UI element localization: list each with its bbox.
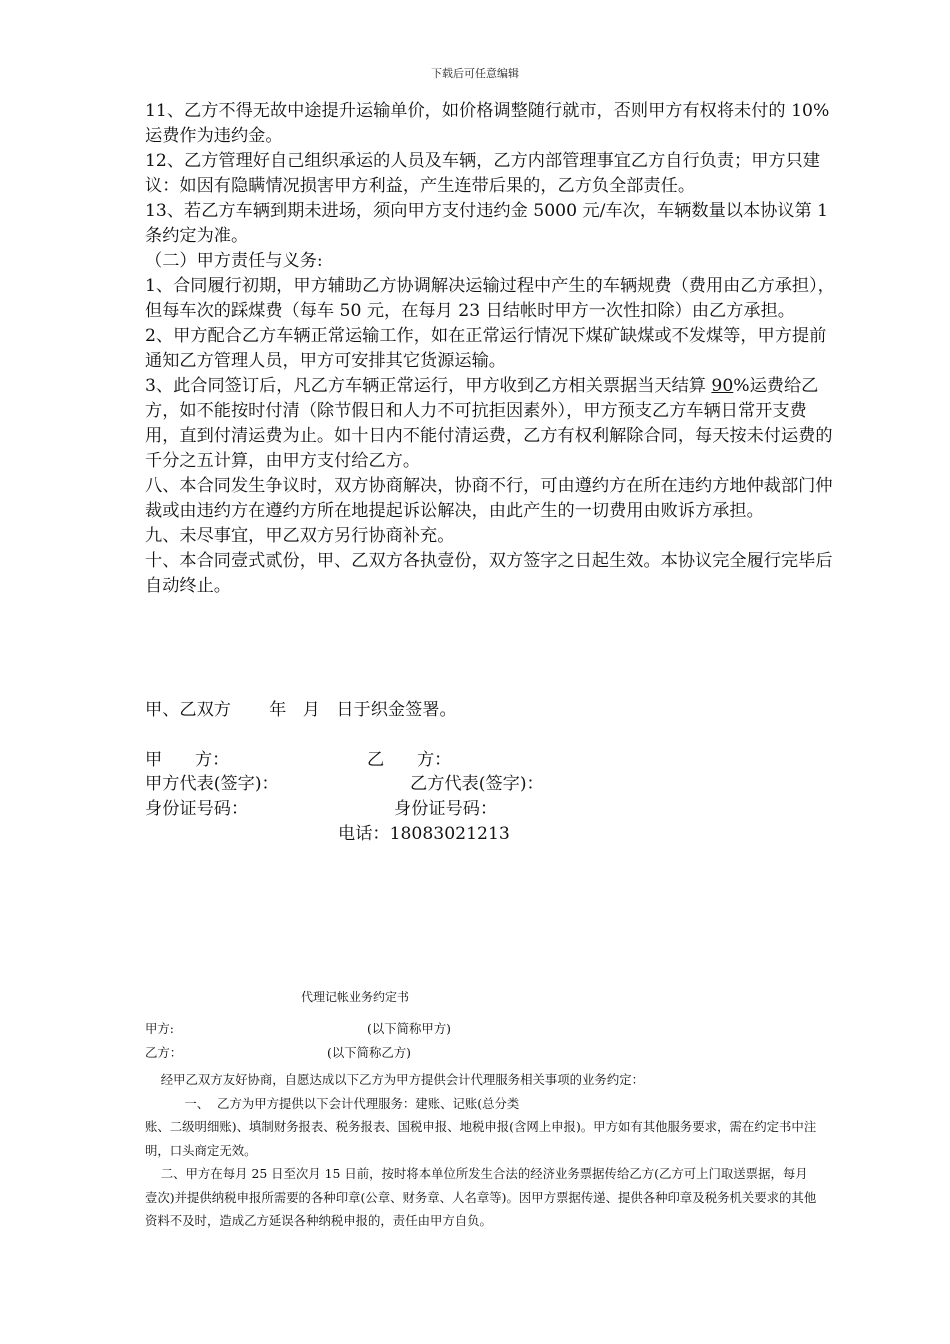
- article-8: 八、本合同发生争议时，双方协商解决，协商不行，可由遵约方在所在违约方地仲裁部门仲裁或由违约方在遵约方所在地提起诉讼解决，由此产生的一切费用由败诉方承担。: [145, 476, 833, 521]
- agreement-clause-1-continued: 账、二级明细账)、填制财务报表、税务报表、国税申报、地税申报(含网上申报)。甲方如有其他服务要求，需在约定书中注明，口头商定无效。: [145, 1119, 817, 1158]
- article-9: 九、未尽事宜，甲乙双方另行协商补充。: [145, 526, 455, 546]
- duty-3-text-end: %运费给乙方，如不能按时付清（除节假日和人力不可抗拒因素外），甲方预支乙方车辆日常开支费用，直到付清运费为止。如十日内不能付清运费，乙方有权利解除合同，每天按未付运费的千分之五计算，由甲方支付给乙方。: [145, 376, 833, 471]
- agreement-party-b-line: [145, 1041, 820, 1065]
- agreement-party-a-line: [145, 1017, 820, 1041]
- agreement-title: 代理记帐业务约定书: [300, 990, 409, 1004]
- duty-2: 2、甲方配合乙方车辆正常运输工作，如在正常运行情况下煤矿缺煤或不发煤等，甲方提前通知乙方管理人员，甲方可安排其它货源运输。: [145, 326, 827, 371]
- clause-11: 11、乙方不得无故中途提升运输单价，如价格调整随行就市，否则甲方有权将未付的 10%运费作为违约金。: [145, 101, 830, 146]
- contract-body: [145, 99, 835, 599]
- phone-number: 电话：18083021213: [338, 824, 510, 844]
- agreement-party-a-note: (以下简称甲方): [367, 1021, 452, 1036]
- duty-3-text-start: 3、此合同签订后，凡乙方车辆正常运行，甲方收到乙方相关票据当天结算: [145, 376, 712, 396]
- duty-3: [145, 374, 835, 474]
- page-header-note: 下载后可任意编辑: [431, 67, 519, 80]
- article-10: 十、本合同壹式贰份，甲、乙双方各执壹份，双方签字之日起生效。本协议完全履行完毕后自动终止。: [145, 551, 833, 596]
- duty-3-percent-value: 90: [711, 376, 734, 396]
- agreement-party-a-label: 甲方:: [145, 1021, 174, 1036]
- party-b-label: 乙 方：: [367, 750, 452, 770]
- party-a-representative: 甲方代表(签字)：: [145, 774, 279, 794]
- party-b-representative: 乙方代表(签字)：: [410, 774, 544, 794]
- party-a-id-number: 身份证号码：: [145, 799, 249, 819]
- agreement-party-b-note: (以下简称乙方): [327, 1045, 412, 1060]
- agreement-clause-2: 二、甲方在每月 25 日至次月 15 日前，按时将本单位所发生合法的经济业务票据传给乙方(乙方可上门取送票据，每月壹次)并提供纳税申报所需要的各种印章(公章、财务章、人名章等)。因甲方票据传递、提供各种印章及税务机关要求的其他资料不及时，造成乙方延误各种纳税申报的，责任由甲方自负。: [145, 1166, 817, 1228]
- party-a-label: 甲 方：: [145, 750, 230, 770]
- section-heading-party-a-duties: （二）甲方责任与义务:: [145, 251, 323, 271]
- agreement-clause-1-first-line: 一、 乙方为甲方提供以下会计代理服务：建账、记账(总分类: [145, 1095, 520, 1111]
- agreement-party-b-label: 乙方：: [145, 1045, 183, 1060]
- agreement-body: [145, 1068, 820, 1233]
- clause-13: 13、若乙方车辆到期未进场，须向甲方支付违约金 5000 元/车次，车辆数量以本协议第 1 条约定为准。: [145, 201, 834, 246]
- party-b-id-number: 身份证号码：: [394, 799, 498, 819]
- duty-1: 1、合同履行初期，甲方辅助乙方协调解决运输过程中产生的车辆规费（费用由乙方承担），但每车次的踩煤费（每车 50 元，在每月 23 日结帐时甲方一次性扣除）由乙方承担。: [145, 276, 835, 321]
- signing-date-line: 甲、乙双方 年 月 日于织金签署。: [145, 700, 457, 720]
- agreement-intro: 经甲乙双方友好协商，自愿达成以下乙方为甲方提供会计代理服务相关事项的业务约定：: [145, 1072, 644, 1087]
- clause-12: 12、乙方管理好自己组织承运的人员及车辆，乙方内部管理事宜乙方自行负责；甲方只建议：如因有隐瞒情况损害甲方利益，产生连带后果的，乙方负全部责任。: [145, 151, 820, 196]
